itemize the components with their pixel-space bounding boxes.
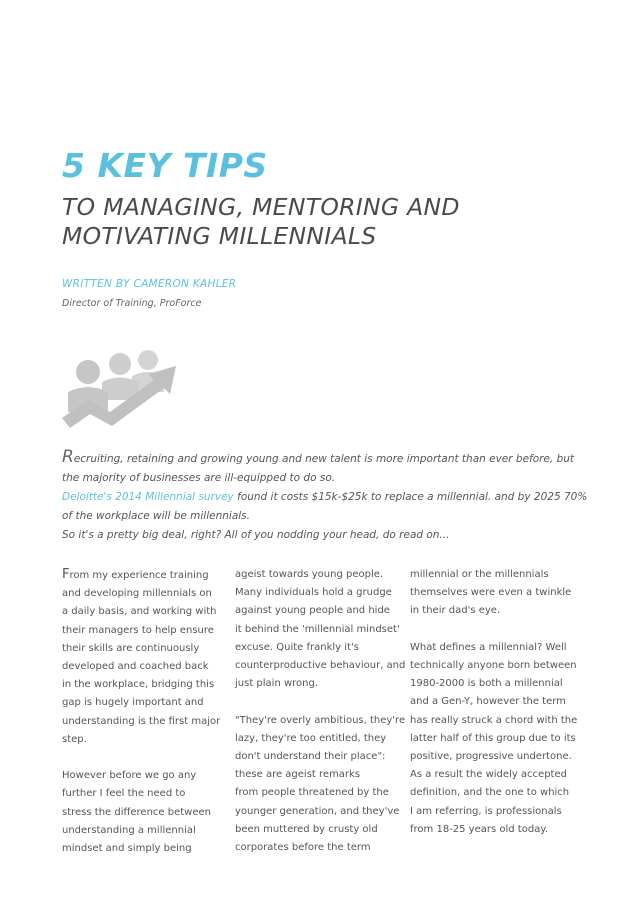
col3-p1-line: themselves were even a twinkle — [410, 587, 572, 599]
col3-p2-line: from 18-25 years old today. — [410, 823, 548, 835]
page-subtitle-line-1: TO MANAGING, MENTORING AND — [62, 193, 460, 221]
col3-p2-line: I am referring, is professionals — [410, 805, 562, 817]
col3-p1-line: millennial or the millennials — [410, 569, 549, 580]
col3-p1-line: in their dad's eye. — [410, 605, 501, 617]
col3-p2-line: What defines a millennial? Well — [410, 641, 567, 653]
col1-p1-line: their skills are continuously — [62, 642, 200, 654]
deloitte-survey-link[interactable]: Deloitte's 2014 Millennial survey — [62, 491, 234, 503]
intro-line-2: the majority of businesses are ill-equipped to do so. — [62, 472, 336, 484]
col1-p1-line: their managers to help ensure — [62, 624, 214, 636]
intro-line-5: So it's a pretty big deal, right? All of you nodding your head, do read on... — [62, 529, 450, 541]
col1-p1-first-line — [62, 566, 222, 585]
col3-p2-line: positive, progressive undertone. — [410, 751, 572, 763]
col1-p2-line: stress the difference between — [62, 806, 211, 818]
page-subtitle-line-2: MOTIVATING MILLENNIALS — [62, 222, 377, 250]
col3-p2-line: definition, and the one to which — [410, 787, 570, 799]
author-byline: WRITTEN BY CAMERON KAHLER — [62, 278, 237, 290]
col3-p2-line: As a result the widely accepted — [410, 769, 567, 781]
col1-p1-line: understanding is the first major — [62, 715, 221, 727]
col3-p2-line: technically anyone born between — [410, 660, 577, 671]
body-column-2 — [235, 566, 406, 875]
col1-p2-line: understanding a millennial — [62, 824, 196, 836]
col1-p1-line: step. — [62, 733, 87, 745]
col2-p1-line: just plain wrong. — [235, 678, 319, 690]
col1-p2-line: further I feel the need to — [62, 788, 186, 800]
col3-p2-line: 1980-2000 is both a millennial — [410, 678, 563, 690]
intro-line-3-text: found it costs $15k-$25k to replace a millennial. and by 2025 70% — [233, 491, 588, 503]
col1-paragraph-2 — [62, 767, 222, 858]
author-role: Director of Training, ProForce — [62, 298, 202, 309]
col2-p1-line: counterproductive behaviour, and — [235, 660, 406, 672]
intro-dropcap: R — [62, 447, 74, 467]
col2-p2-line: these are ageist remarks — [235, 769, 361, 781]
col1-p2-line: mindset and simply being — [62, 843, 192, 855]
col1-p1-first-line-text: rom my experience training — [69, 570, 209, 581]
col1-dropcap: F — [62, 567, 70, 582]
col1-p1-line: developed and coached back — [62, 661, 209, 673]
page-title: 5 KEY TIPS — [62, 146, 268, 185]
col1-p1-line: a daily basis, and working with — [62, 606, 217, 618]
col2-p2-line: corporates before the term — [235, 842, 371, 854]
col2-p2-line: younger generation, and they've — [235, 805, 400, 817]
intro-line-1-text: ecruiting, retaining and growing young and new talent is more important than ever before, but — [73, 453, 575, 465]
col2-paragraph-1 — [235, 566, 406, 693]
team-growth-arrow-icon — [58, 346, 194, 428]
body-column-3 — [410, 566, 578, 857]
col1-p1-line: gap is hugely important and — [62, 697, 204, 709]
col3-paragraph-2 — [410, 639, 578, 839]
col1-p1-line: in the workplace, bridging this — [62, 679, 215, 691]
col1-paragraph-1 — [62, 566, 222, 749]
col2-p1-line: excuse. Quite frankly it's — [235, 641, 359, 653]
col2-paragraph-2 — [235, 712, 406, 858]
col3-paragraph-1 — [410, 566, 570, 621]
intro-line-4: of the workplace will be millennials. — [62, 510, 250, 522]
col2-p2-line: "They're overly ambitious, they're — [235, 714, 406, 726]
body-column-1 — [62, 566, 222, 876]
col2-p1-line: against young people and hide — [235, 605, 390, 617]
col2-p1-line: ageist towards young people. — [235, 569, 384, 580]
col2-p1-line: it behind the 'millennial mindset' — [235, 623, 400, 635]
col1-p2-line: However before we go any — [62, 770, 197, 782]
intro-paragraph — [62, 447, 588, 545]
col3-p2-line: and a Gen-Y, however the term — [410, 696, 566, 708]
intro-line-1 — [62, 448, 582, 469]
col2-p2-line: don't understand their place": — [235, 751, 386, 763]
col2-p2-line: from people threatened by the — [235, 787, 389, 799]
col1-p1-line: and developing millennials on — [62, 588, 212, 600]
col2-p2-line: lazy, they're too entitled, they — [235, 732, 387, 744]
col3-p2-line: latter half of this group due to its — [410, 732, 576, 744]
col2-p1-line: Many individuals hold a grudge — [235, 587, 392, 599]
intro-line-3 — [62, 488, 588, 507]
col2-p2-line: been muttered by crusty old — [235, 823, 378, 835]
col3-p2-line: has really struck a chord with the — [410, 714, 578, 726]
